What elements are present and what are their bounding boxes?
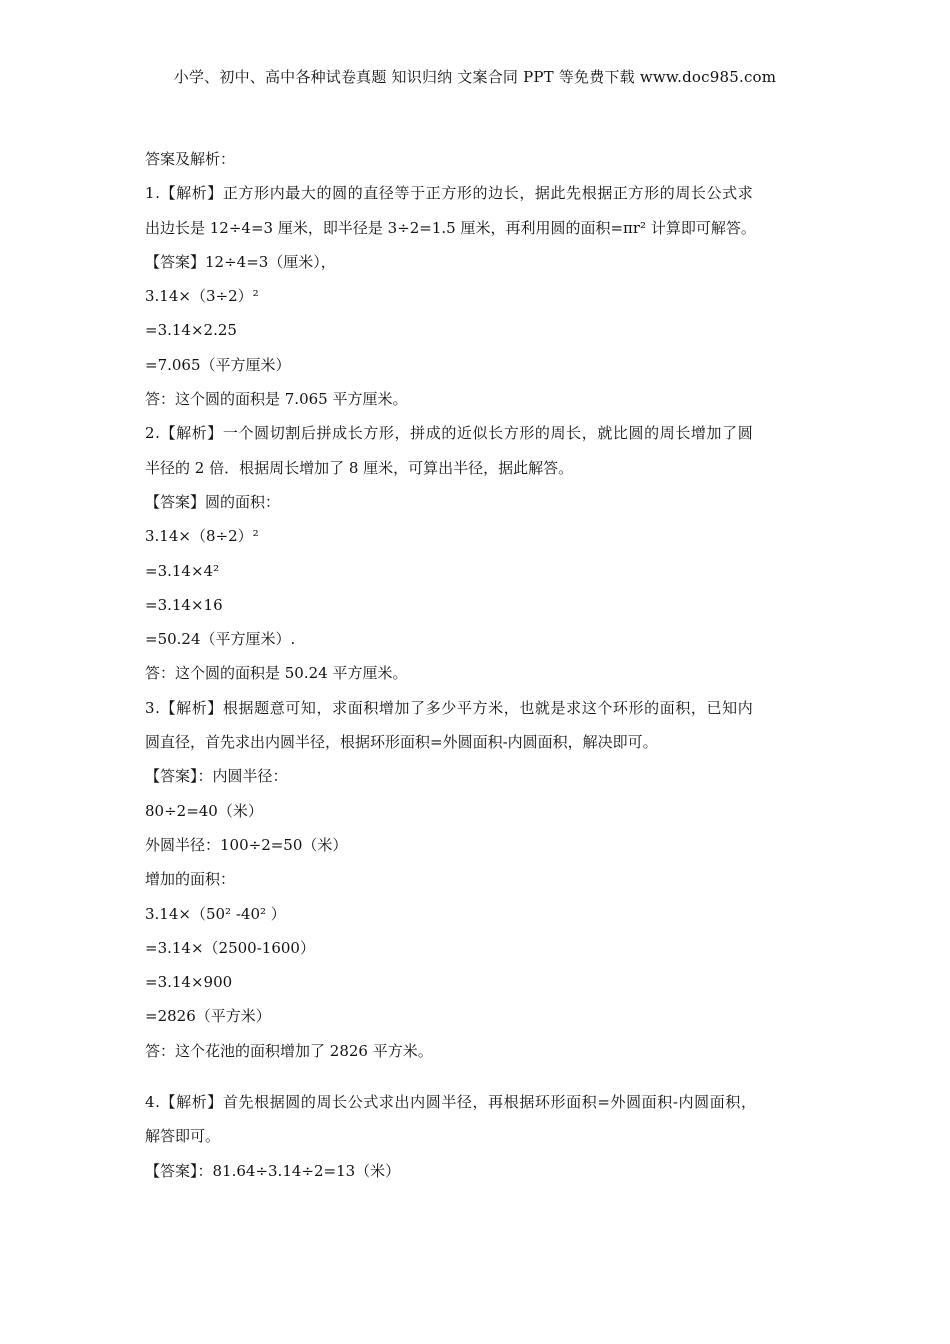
q3-calc-step: 增加的面积： <box>145 870 236 889</box>
page-header-banner: 小学、初中、高中各种试卷真题 知识归纳 文案合同 PPT 等免费下载 www.doc985.com <box>173 68 777 86</box>
q2-calc-step: =3.14×4² <box>145 561 220 580</box>
q3-calc-step: =3.14×（2500-1600） <box>145 938 315 957</box>
q2-calc-step: 3.14×（8÷2）² <box>145 527 259 546</box>
paragraph-gap <box>145 1076 810 1093</box>
q3-answer-line: 【答案】：内圆半径： <box>145 767 288 786</box>
q3-calc-step: =2826（平方米） <box>145 1007 271 1026</box>
q4-answer-line: 【答案】：81.64÷3.14÷2=13（米） <box>145 1161 401 1180</box>
q2-conclusion: 答：这个圆的面积是 50.24 平方厘米。 <box>145 664 408 683</box>
q1-analysis-line1: 1.【解析】正方形内最大的圆的直径等于正方形的边长，据此先根据正方形的周长公式求 <box>145 184 754 203</box>
section-title: 答案及解析： <box>145 150 236 168</box>
q1-calc-step: =3.14×2.25 <box>145 321 237 340</box>
q1-analysis-line2: 出边长是 12÷4=3 厘米，即半径是 3÷2=1.5 厘米，再利用圆的面积=πr² 计算即可解答。 <box>145 218 756 237</box>
q2-analysis-line2: 半径的 2 倍．根据周长增加了 8 厘米，可算出半径，据此解答。 <box>145 458 574 477</box>
q3-calc-step: 80÷2=40（米） <box>145 801 263 820</box>
q4-analysis-line1: 4.【解析】首先根据圆的周长公式求出内圆半径，再根据环形面积=外圆面积-内圆面积， <box>145 1093 757 1112</box>
q3-calc-step: =3.14×900 <box>145 973 233 992</box>
q2-answer-line: 【答案】圆的面积： <box>145 492 281 511</box>
q3-calc-step: 3.14×（50² -40² ） <box>145 904 286 923</box>
q3-analysis-line2: 圆直径，首先求出内圆半径，根据环形面积=外圆面积-内圆面积，解决即可。 <box>145 733 658 752</box>
q1-calc-step: 3.14×（3÷2）² <box>145 287 259 306</box>
q3-conclusion: 答：这个花池的面积增加了 2826 平方米。 <box>145 1041 433 1060</box>
q4-analysis-line2: 解答即可。 <box>145 1127 221 1146</box>
q1-calc-step: =7.065（平方厘米） <box>145 355 291 374</box>
q3-calc-step: 外圆半径：100÷2=50（米） <box>145 835 348 854</box>
q1-answer-line: 【答案】12÷4=3（厘米）， <box>145 252 336 271</box>
q1-conclusion: 答：这个圆的面积是 7.065 平方厘米。 <box>145 390 408 409</box>
answer-content <box>145 150 810 1196</box>
q3-analysis-line1: 3.【解析】根据题意可知，求面积增加了多少平方米，也就是求这个环形的面积，已知内 <box>145 698 754 717</box>
q2-calc-step: =3.14×16 <box>145 595 223 614</box>
q2-calc-step: =50.24（平方厘米）. <box>145 630 296 649</box>
q2-analysis-line1: 2.【解析】一个圆切割后拼成长方形，拼成的近似长方形的周长，就比圆的周长增加了圆 <box>145 424 754 443</box>
